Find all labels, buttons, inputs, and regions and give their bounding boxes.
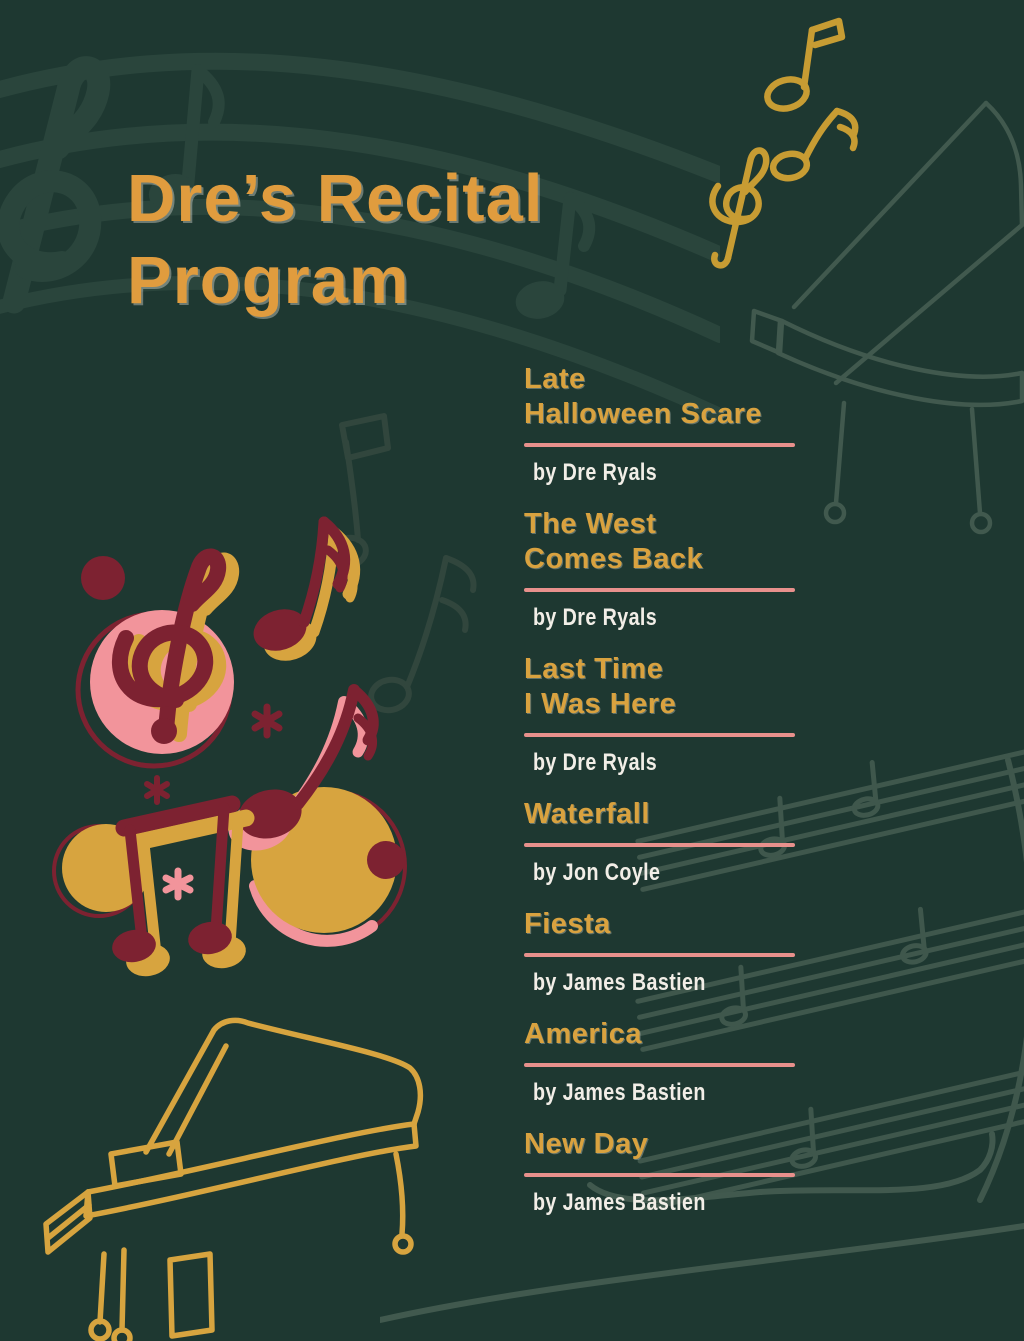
- song-composer: by James Bastien: [533, 969, 706, 996]
- song-title: America: [524, 1018, 642, 1050]
- song-title: Late Halloween Scare: [524, 363, 762, 430]
- song-entry: [524, 1017, 824, 1107]
- song-title: Fiesta: [524, 908, 611, 940]
- song-divider: [524, 1173, 795, 1177]
- song-composer: by Dre Ryals: [533, 459, 658, 486]
- song-composer: by James Bastien: [533, 1079, 706, 1106]
- song-composer: by Dre Ryals: [533, 749, 658, 776]
- page-title: [127, 158, 543, 321]
- title-line-1: Dre’s Recital: [127, 161, 544, 236]
- gold-grand-piano-icon: [18, 1002, 438, 1341]
- song-entry: [524, 652, 824, 777]
- song-divider: [524, 1063, 795, 1067]
- program-list: [524, 362, 824, 1237]
- song-divider: [524, 953, 795, 957]
- song-composer: by Jon Coyle: [533, 859, 661, 886]
- title-line-2: Program: [127, 242, 410, 318]
- song-divider: [524, 588, 795, 592]
- song-entry: [524, 907, 824, 997]
- song-entry: [524, 362, 824, 487]
- sparkle-icon: [255, 707, 279, 735]
- gold-music-notes-icon: [695, 14, 895, 284]
- song-composer: by Dre Ryals: [533, 604, 658, 631]
- song-title: Waterfall: [524, 798, 650, 830]
- song-title: The West Comes Back: [524, 508, 704, 575]
- song-divider: [524, 733, 795, 737]
- sparkle-icon: [147, 778, 167, 802]
- song-entry: [524, 1127, 824, 1217]
- song-title: New Day: [524, 1128, 649, 1160]
- song-composer: by James Bastien: [533, 1189, 706, 1216]
- sparkle-icon: [166, 871, 190, 897]
- music-notes-collage-icon: [50, 478, 450, 998]
- song-divider: [524, 443, 795, 447]
- song-title: Last Time I Was Here: [524, 653, 677, 720]
- song-entry: [524, 797, 824, 887]
- song-divider: [524, 843, 795, 847]
- song-entry: [524, 507, 824, 632]
